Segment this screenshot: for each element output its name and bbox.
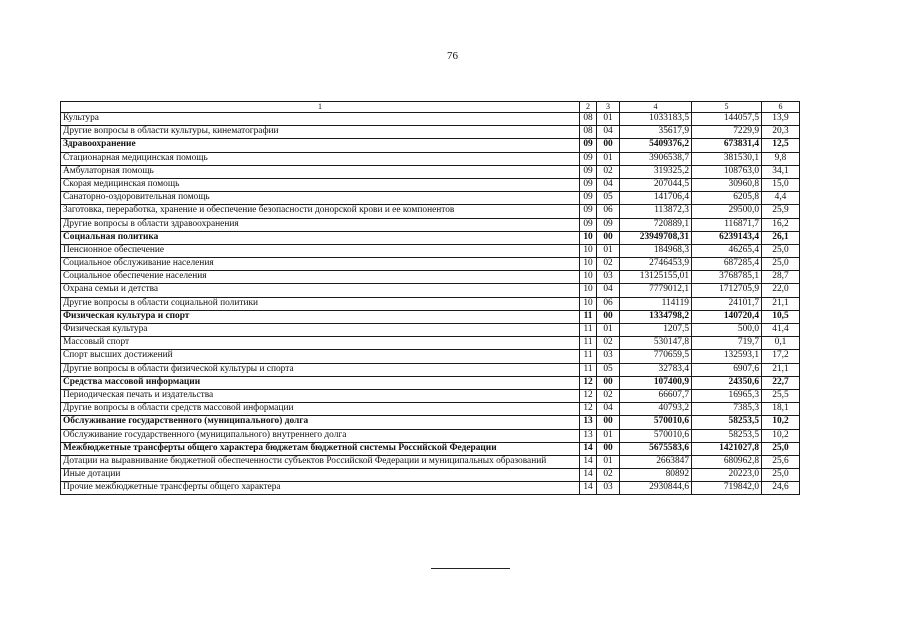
executed-cell: 381530,1 bbox=[692, 152, 762, 165]
column-header: 2 bbox=[580, 102, 597, 113]
table-row bbox=[61, 284, 800, 297]
executed-cell: 140720,4 bbox=[692, 310, 762, 323]
column-header: 5 bbox=[692, 102, 762, 113]
section-code-cell: 09 bbox=[580, 152, 597, 165]
subsection-code-cell: 03 bbox=[597, 271, 620, 284]
row-name-cell: Другие вопросы в области физической культуры и спорта bbox=[61, 363, 580, 376]
subsection-code-cell: 01 bbox=[597, 152, 620, 165]
annual-plan-cell: 113872,3 bbox=[620, 205, 692, 218]
row-name-cell: Обслуживание государственного (муниципального) внутреннего долга bbox=[61, 429, 580, 442]
percent-cell: 24,6 bbox=[762, 482, 800, 495]
annual-plan-cell: 5409376,2 bbox=[620, 139, 692, 152]
subsection-code-cell: 01 bbox=[597, 429, 620, 442]
annual-plan-cell: 107400,9 bbox=[620, 376, 692, 389]
executed-cell: 6907,6 bbox=[692, 363, 762, 376]
row-name-cell: Физическая культура и спорт bbox=[61, 310, 580, 323]
annual-plan-cell: 13125155,01 bbox=[620, 271, 692, 284]
percent-cell: 41,4 bbox=[762, 324, 800, 337]
percent-cell: 4,4 bbox=[762, 192, 800, 205]
percent-cell: 10,2 bbox=[762, 429, 800, 442]
subsection-code-cell: 04 bbox=[597, 126, 620, 139]
subsection-code-cell: 05 bbox=[597, 363, 620, 376]
annual-plan-cell: 3906538,7 bbox=[620, 152, 692, 165]
row-name-cell: Массовый спорт bbox=[61, 337, 580, 350]
section-code-cell: 10 bbox=[580, 258, 597, 271]
percent-cell: 26,1 bbox=[762, 231, 800, 244]
subsection-code-cell: 04 bbox=[597, 284, 620, 297]
table-row bbox=[61, 205, 800, 218]
table-row bbox=[61, 139, 800, 152]
subsection-code-cell: 05 bbox=[597, 192, 620, 205]
row-name-cell: Пенсионное обеспечение bbox=[61, 244, 580, 257]
subsection-code-cell: 02 bbox=[597, 337, 620, 350]
footer-divider bbox=[431, 568, 510, 569]
annual-plan-cell: 32783,4 bbox=[620, 363, 692, 376]
subsection-code-cell: 00 bbox=[597, 231, 620, 244]
annual-plan-cell: 570010,6 bbox=[620, 429, 692, 442]
subsection-code-cell: 02 bbox=[597, 258, 620, 271]
section-code-cell: 12 bbox=[580, 376, 597, 389]
executed-cell: 673831,4 bbox=[692, 139, 762, 152]
table-row bbox=[61, 126, 800, 139]
table-row bbox=[61, 218, 800, 231]
subsection-code-cell: 01 bbox=[597, 324, 620, 337]
percent-cell: 20,3 bbox=[762, 126, 800, 139]
percent-cell: 0,1 bbox=[762, 337, 800, 350]
executed-cell: 144057,5 bbox=[692, 113, 762, 126]
row-name-cell: Прочие межбюджетные трансферты общего характера bbox=[61, 482, 580, 495]
subsection-code-cell: 01 bbox=[597, 244, 620, 257]
row-name-cell: Иные дотации bbox=[61, 469, 580, 482]
column-header: 3 bbox=[597, 102, 620, 113]
executed-cell: 46265,4 bbox=[692, 244, 762, 257]
row-name-cell: Периодическая печать и издательства bbox=[61, 389, 580, 402]
column-header: 1 bbox=[61, 102, 580, 113]
table-body bbox=[61, 113, 800, 495]
table-row bbox=[61, 310, 800, 323]
row-name-cell: Стационарная медицинская помощь bbox=[61, 152, 580, 165]
annual-plan-cell: 319325,2 bbox=[620, 165, 692, 178]
executed-cell: 116871,7 bbox=[692, 218, 762, 231]
row-name-cell: Социальная политика bbox=[61, 231, 580, 244]
section-code-cell: 14 bbox=[580, 455, 597, 468]
row-name-cell: Другие вопросы в области здравоохранения bbox=[61, 218, 580, 231]
row-name-cell: Социальное обслуживание населения bbox=[61, 258, 580, 271]
percent-cell: 22,7 bbox=[762, 376, 800, 389]
executed-cell: 719,7 bbox=[692, 337, 762, 350]
annual-plan-cell: 114119 bbox=[620, 297, 692, 310]
table-row bbox=[61, 113, 800, 126]
table-row bbox=[61, 429, 800, 442]
section-code-cell: 10 bbox=[580, 297, 597, 310]
percent-cell: 10,5 bbox=[762, 310, 800, 323]
subsection-code-cell: 00 bbox=[597, 442, 620, 455]
table-row bbox=[61, 258, 800, 271]
executed-cell: 1421027,8 bbox=[692, 442, 762, 455]
budget-table bbox=[60, 101, 800, 495]
table-row bbox=[61, 403, 800, 416]
executed-cell: 108763,0 bbox=[692, 165, 762, 178]
executed-cell: 30960,8 bbox=[692, 178, 762, 191]
section-code-cell: 10 bbox=[580, 271, 597, 284]
table-row bbox=[61, 442, 800, 455]
section-code-cell: 09 bbox=[580, 192, 597, 205]
section-code-cell: 09 bbox=[580, 218, 597, 231]
executed-cell: 58253,5 bbox=[692, 429, 762, 442]
subsection-code-cell: 04 bbox=[597, 178, 620, 191]
table-row bbox=[61, 416, 800, 429]
annual-plan-cell: 1334798,2 bbox=[620, 310, 692, 323]
table-row bbox=[61, 192, 800, 205]
section-code-cell: 13 bbox=[580, 429, 597, 442]
annual-plan-cell: 5675583,6 bbox=[620, 442, 692, 455]
row-name-cell: Охрана семьи и детства bbox=[61, 284, 580, 297]
annual-plan-cell: 1207,5 bbox=[620, 324, 692, 337]
section-code-cell: 09 bbox=[580, 178, 597, 191]
section-code-cell: 12 bbox=[580, 403, 597, 416]
annual-plan-cell: 66607,7 bbox=[620, 389, 692, 402]
annual-plan-cell: 184968,3 bbox=[620, 244, 692, 257]
annual-plan-cell: 2663847 bbox=[620, 455, 692, 468]
row-name-cell: Другие вопросы в области культуры, кинематографии bbox=[61, 126, 580, 139]
executed-cell: 680962,8 bbox=[692, 455, 762, 468]
subsection-code-cell: 03 bbox=[597, 350, 620, 363]
percent-cell: 12,5 bbox=[762, 139, 800, 152]
column-header: 4 bbox=[620, 102, 692, 113]
percent-cell: 25,0 bbox=[762, 442, 800, 455]
subsection-code-cell: 00 bbox=[597, 139, 620, 152]
row-name-cell: Межбюджетные трансферты общего характера бюджетам бюджетной системы Российской Федерации bbox=[61, 442, 580, 455]
percent-cell: 18,1 bbox=[762, 403, 800, 416]
subsection-code-cell: 02 bbox=[597, 165, 620, 178]
section-code-cell: 11 bbox=[580, 350, 597, 363]
subsection-code-cell: 04 bbox=[597, 403, 620, 416]
section-code-cell: 08 bbox=[580, 126, 597, 139]
subsection-code-cell: 06 bbox=[597, 297, 620, 310]
row-name-cell: Дотации на выравнивание бюджетной обеспеченности субъектов Российской Федерации и муниципальных образований bbox=[61, 455, 580, 468]
executed-cell: 6239143,4 bbox=[692, 231, 762, 244]
table-row bbox=[61, 244, 800, 257]
annual-plan-cell: 141706,4 bbox=[620, 192, 692, 205]
section-code-cell: 11 bbox=[580, 324, 597, 337]
percent-cell: 16,2 bbox=[762, 218, 800, 231]
table-row bbox=[61, 178, 800, 191]
executed-cell: 719842,0 bbox=[692, 482, 762, 495]
table-row bbox=[61, 363, 800, 376]
annual-plan-cell: 40793,2 bbox=[620, 403, 692, 416]
table-row bbox=[61, 469, 800, 482]
row-name-cell: Обслуживание государственного (муниципального) долга bbox=[61, 416, 580, 429]
percent-cell: 25,9 bbox=[762, 205, 800, 218]
section-code-cell: 09 bbox=[580, 165, 597, 178]
section-code-cell: 09 bbox=[580, 139, 597, 152]
executed-cell: 16965,3 bbox=[692, 389, 762, 402]
table-row bbox=[61, 152, 800, 165]
row-name-cell: Санаторно-оздоровительная помощь bbox=[61, 192, 580, 205]
table-row bbox=[61, 482, 800, 495]
table-row bbox=[61, 271, 800, 284]
annual-plan-cell: 35617,9 bbox=[620, 126, 692, 139]
percent-cell: 17,2 bbox=[762, 350, 800, 363]
annual-plan-cell: 530147,8 bbox=[620, 337, 692, 350]
section-code-cell: 09 bbox=[580, 205, 597, 218]
table-row bbox=[61, 337, 800, 350]
percent-cell: 25,6 bbox=[762, 455, 800, 468]
annual-plan-cell: 23949708,31 bbox=[620, 231, 692, 244]
annual-plan-cell: 2930844,6 bbox=[620, 482, 692, 495]
section-code-cell: 14 bbox=[580, 442, 597, 455]
subsection-code-cell: 02 bbox=[597, 469, 620, 482]
executed-cell: 24350,6 bbox=[692, 376, 762, 389]
percent-cell: 34,1 bbox=[762, 165, 800, 178]
percent-cell: 28,7 bbox=[762, 271, 800, 284]
executed-cell: 58253,5 bbox=[692, 416, 762, 429]
section-code-cell: 10 bbox=[580, 231, 597, 244]
table-row bbox=[61, 231, 800, 244]
percent-cell: 22,0 bbox=[762, 284, 800, 297]
section-code-cell: 10 bbox=[580, 284, 597, 297]
percent-cell: 21,1 bbox=[762, 297, 800, 310]
percent-cell: 10,2 bbox=[762, 416, 800, 429]
table-row bbox=[61, 389, 800, 402]
executed-cell: 29500,0 bbox=[692, 205, 762, 218]
percent-cell: 25,0 bbox=[762, 469, 800, 482]
table-row bbox=[61, 297, 800, 310]
row-name-cell: Средства массовой информации bbox=[61, 376, 580, 389]
annual-plan-cell: 80892 bbox=[620, 469, 692, 482]
table-row bbox=[61, 455, 800, 468]
row-name-cell: Амбулаторная помощь bbox=[61, 165, 580, 178]
row-name-cell: Заготовка, переработка, хранение и обеспечение безопасности донорской крови и ее компонентов bbox=[61, 205, 580, 218]
table-header-row bbox=[61, 102, 800, 113]
annual-plan-cell: 570010,6 bbox=[620, 416, 692, 429]
row-name-cell: Здравоохранение bbox=[61, 139, 580, 152]
annual-plan-cell: 720889,1 bbox=[620, 218, 692, 231]
executed-cell: 6205,8 bbox=[692, 192, 762, 205]
percent-cell: 21,1 bbox=[762, 363, 800, 376]
annual-plan-cell: 770659,5 bbox=[620, 350, 692, 363]
executed-cell: 132593,1 bbox=[692, 350, 762, 363]
section-code-cell: 10 bbox=[580, 244, 597, 257]
subsection-code-cell: 01 bbox=[597, 113, 620, 126]
subsection-code-cell: 00 bbox=[597, 376, 620, 389]
executed-cell: 7229,9 bbox=[692, 126, 762, 139]
percent-cell: 9,8 bbox=[762, 152, 800, 165]
row-name-cell: Спорт высших достижений bbox=[61, 350, 580, 363]
section-code-cell: 12 bbox=[580, 389, 597, 402]
row-name-cell: Скорая медицинская помощь bbox=[61, 178, 580, 191]
percent-cell: 15,0 bbox=[762, 178, 800, 191]
table-row bbox=[61, 324, 800, 337]
table-row bbox=[61, 376, 800, 389]
row-name-cell: Физическая культура bbox=[61, 324, 580, 337]
percent-cell: 25,0 bbox=[762, 258, 800, 271]
executed-cell: 687285,4 bbox=[692, 258, 762, 271]
executed-cell: 3768785,1 bbox=[692, 271, 762, 284]
row-name-cell: Другие вопросы в области социальной политики bbox=[61, 297, 580, 310]
subsection-code-cell: 03 bbox=[597, 482, 620, 495]
subsection-code-cell: 00 bbox=[597, 310, 620, 323]
executed-cell: 24101,7 bbox=[692, 297, 762, 310]
executed-cell: 7385,3 bbox=[692, 403, 762, 416]
annual-plan-cell: 7779012,1 bbox=[620, 284, 692, 297]
subsection-code-cell: 02 bbox=[597, 389, 620, 402]
percent-cell: 25,5 bbox=[762, 389, 800, 402]
subsection-code-cell: 01 bbox=[597, 455, 620, 468]
page-number: 76 bbox=[447, 50, 458, 62]
section-code-cell: 14 bbox=[580, 469, 597, 482]
executed-cell: 20223,0 bbox=[692, 469, 762, 482]
table-row bbox=[61, 165, 800, 178]
row-name-cell: Социальное обеспечение населения bbox=[61, 271, 580, 284]
annual-plan-cell: 1033183,5 bbox=[620, 113, 692, 126]
section-code-cell: 08 bbox=[580, 113, 597, 126]
annual-plan-cell: 2746453,9 bbox=[620, 258, 692, 271]
row-name-cell: Другие вопросы в области средств массовой информации bbox=[61, 403, 580, 416]
subsection-code-cell: 09 bbox=[597, 218, 620, 231]
column-header: 6 bbox=[762, 102, 800, 113]
executed-cell: 500,0 bbox=[692, 324, 762, 337]
section-code-cell: 11 bbox=[580, 310, 597, 323]
subsection-code-cell: 06 bbox=[597, 205, 620, 218]
percent-cell: 25,0 bbox=[762, 244, 800, 257]
row-name-cell: Культура bbox=[61, 113, 580, 126]
percent-cell: 13,9 bbox=[762, 113, 800, 126]
executed-cell: 1712705,9 bbox=[692, 284, 762, 297]
annual-plan-cell: 207044,5 bbox=[620, 178, 692, 191]
section-code-cell: 13 bbox=[580, 416, 597, 429]
table-row bbox=[61, 350, 800, 363]
section-code-cell: 11 bbox=[580, 337, 597, 350]
section-code-cell: 11 bbox=[580, 363, 597, 376]
section-code-cell: 14 bbox=[580, 482, 597, 495]
subsection-code-cell: 00 bbox=[597, 416, 620, 429]
